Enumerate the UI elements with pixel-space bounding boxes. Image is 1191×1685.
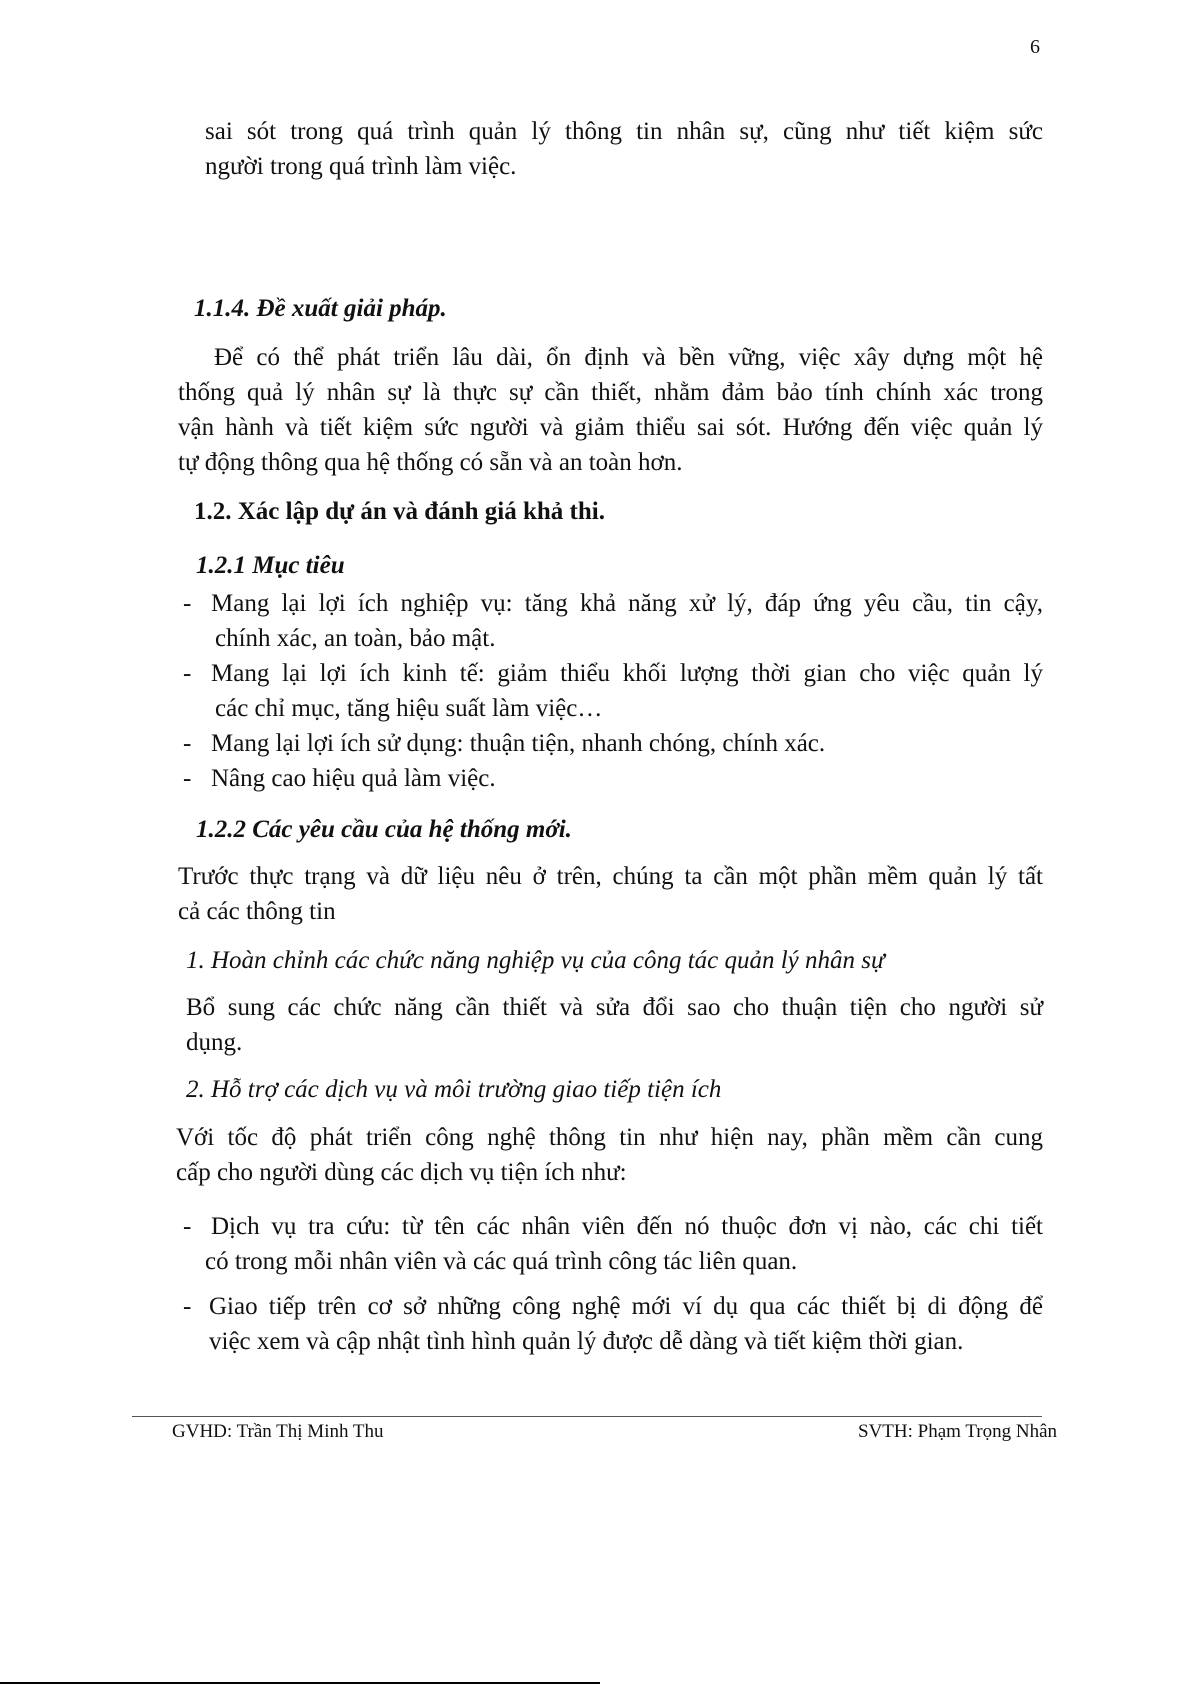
objective-1-line-1: Mang lại lợi ích nghiệp vụ: tăng khả năng xử lý, đáp ứng yêu cầu, tin cậy, [211,590,1043,617]
service-1-line-1: Dịch vụ tra cứu: từ tên các nhân viên đến nó thuộc đơn vị nào, các chi tiết [211,1213,1043,1240]
sub1-line-2: dụng. [186,1029,243,1056]
sub1-line-1: Bổ sung các chức năng cần thiết và sửa đổi sao cho thuận tiện cho người sử [186,994,1043,1021]
objective-item [183,586,1043,656]
dash-bullet: - [183,660,192,687]
heading-1-2-1: 1.2.1 Mục tiêu [196,552,345,579]
objective-3-line-1: Mang lại lợi ích sử dụng: thuận tiện, nhanh chóng, chính xác. [211,730,826,757]
footer-divider [132,1416,1042,1417]
objective-4-line-1: Nâng cao hiệu quả làm việc. [211,765,496,792]
para122-line-2: cả các thông tin [178,898,336,925]
objective-1-line-2: chính xác, an toàn, bảo mật. [215,625,496,652]
objective-2-line-1: Mang lại lợi ích kinh tế: giảm thiểu khối lượng thời gian cho việc quản lý [211,660,1043,687]
dash-bullet: - [183,590,192,617]
dash-bullet: - [183,730,192,757]
objective-2-line-2: các chỉ mục, tăng hiệu suất làm việc… [215,695,603,722]
paragraph-sub1 [186,990,1043,1060]
footer-advisor: GVHD: Trần Thị Minh Thu [172,1421,384,1442]
para122-line-1: Trước thực trạng và dữ liệu nêu ở trên, chúng ta cần một phần mềm quản lý tất [178,863,1043,890]
para114-line-4: tự động thông qua hệ thống có sẵn và an toàn hơn. [178,449,683,476]
objectives-list [183,586,1043,796]
para114-line-1: Để có thể phát triển lâu dài, ổn định và bền vững, việc xây dựng một hệ [214,344,1043,371]
service-2-line-1: Giao tiếp trên cơ sở những công nghệ mới ví dụ qua các thiết bị di động để [209,1293,1043,1320]
objective-item [183,761,1043,796]
intro-paragraph [205,114,1043,184]
dash-bullet: - [183,765,192,792]
service-1-line-2: có trong mỗi nhân viên và các quá trình công tác liên quan. [205,1248,798,1275]
service-item [183,1209,1043,1279]
paragraph-1-1-4 [178,340,1043,480]
page-number: 6 [1030,36,1040,58]
footer-student: SVTH: Phạm Trọng Nhân [858,1421,1057,1442]
dash-bullet: - [183,1293,192,1320]
heading-1-2: 1.2. Xác lập dự án và đánh giá khả thi. [194,498,605,525]
subheading-1: 1. Hoàn chỉnh các chức năng nghiệp vụ của công tác quản lý nhân sự [186,947,885,974]
sub2-line-2: cấp cho người dùng các dịch vụ tiện ích như: [176,1159,627,1186]
heading-1-2-2: 1.2.2 Các yêu cầu của hệ thống mới. [196,816,572,843]
service-2-line-2: việc xem và cập nhật tình hình quản lý được dễ dàng và tiết kiệm thời gian. [209,1328,964,1355]
objective-item [183,656,1043,726]
services-list [183,1209,1043,1359]
intro-line-2: người trong quá trình làm việc. [205,153,517,180]
para114-line-3: vận hành và tiết kiệm sức người và giảm thiểu sai sót. Hướng đến việc quản lý [178,414,1043,441]
intro-line-1: sai sót trong quá trình quản lý thông tin nhân sự, cũng như tiết kiệm sức [205,118,1043,145]
dash-bullet: - [183,1213,192,1240]
subheading-2: 2. Hỗ trợ các dịch vụ và môi trường giao tiếp tiện ích [186,1076,722,1103]
objective-item [183,726,1043,761]
sub2-line-1: Với tốc độ phát triển công nghệ thông tin như hiện nay, phần mềm cần cung [176,1124,1043,1151]
service-item [183,1289,1043,1359]
bottom-edge-rule [0,1682,600,1684]
heading-1-1-4: 1.1.4. Đề xuất giải pháp. [194,295,447,322]
paragraph-sub2 [176,1120,1043,1190]
para114-line-2: thống quả lý nhân sự là thực sự cần thiết, nhằm đảm bảo tính chính xác trong [178,379,1043,406]
paragraph-1-2-2-intro [178,859,1043,929]
